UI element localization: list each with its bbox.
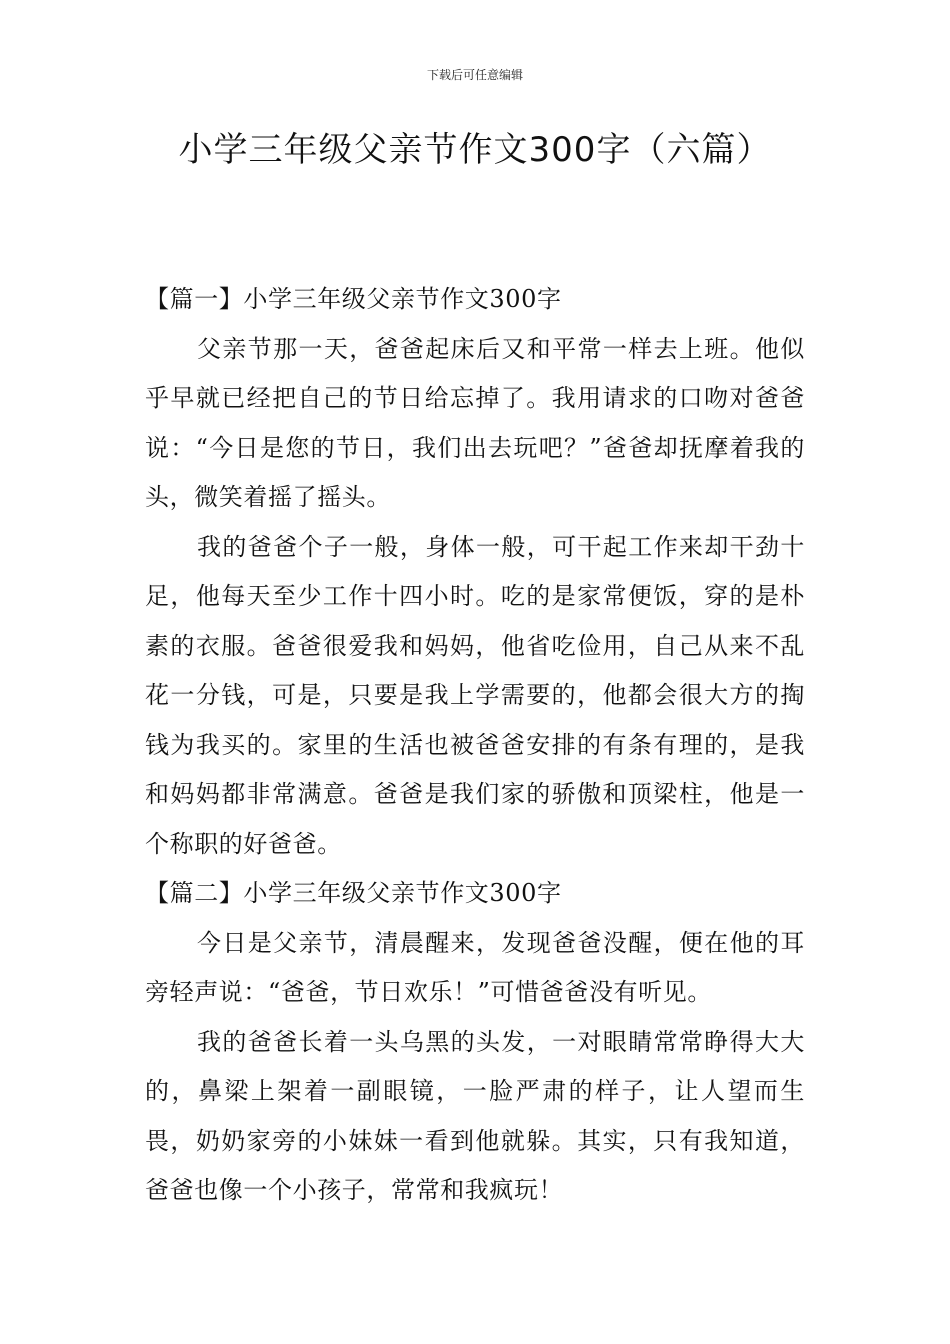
paragraph: 我的爸爸长着一头乌黑的头发，一对眼睛常常睁得大大的，鼻梁上架着一副眼镜，一脸严肃的样子，让人望而生畏，奶奶家旁的小妹妹一看到他就躲。其实，只有我知道，爸爸也像一个小孩子，常常和我疯玩！ <box>145 1027 805 1204</box>
paragraph: 父亲节那一天，爸爸起床后又和平常一样去上班。他似乎早就已经把自己的节日给忘掉了。我用请求的口吻对爸爸说：“今日是您的节日，我们出去玩吧？”爸爸却抚摩着我的头，微笑着摇了摇头。 <box>145 334 805 511</box>
paragraph: 今日是父亲节，清晨醒来，发现爸爸没醒，便在他的耳旁轻声说：“爸爸，节日欢乐！”可惜爸爸没有听见。 <box>145 928 805 1006</box>
paragraph: 我的爸爸个子一般，身体一般，可干起工作来却干劲十足，他每天至少工作十四小时。吃的是家常便饭，穿的是朴素的衣服。爸爸很爱我和妈妈，他省吃俭用，自己从来不乱花一分钱，可是，只要是我上学需要的，他都会很大方的掏钱为我买的。家里的生活也被爸爸安排的有条有理的，是我和妈妈都非常满意。爸爸是我们家的骄傲和顶梁柱，他是一个称职的好爸爸。 <box>145 532 805 858</box>
section-heading: 【篇二】小学三年级父亲节作文300字 <box>145 879 562 907</box>
document-title: 小学三年级父亲节作文300字（六篇） <box>178 130 772 170</box>
section-2 <box>145 869 805 1216</box>
header-note: 下载后可任意编辑 <box>426 68 523 82</box>
section-1 <box>145 275 805 869</box>
section-heading: 【篇一】小学三年级父亲节作文300字 <box>145 285 562 313</box>
document-body <box>145 275 805 1216</box>
